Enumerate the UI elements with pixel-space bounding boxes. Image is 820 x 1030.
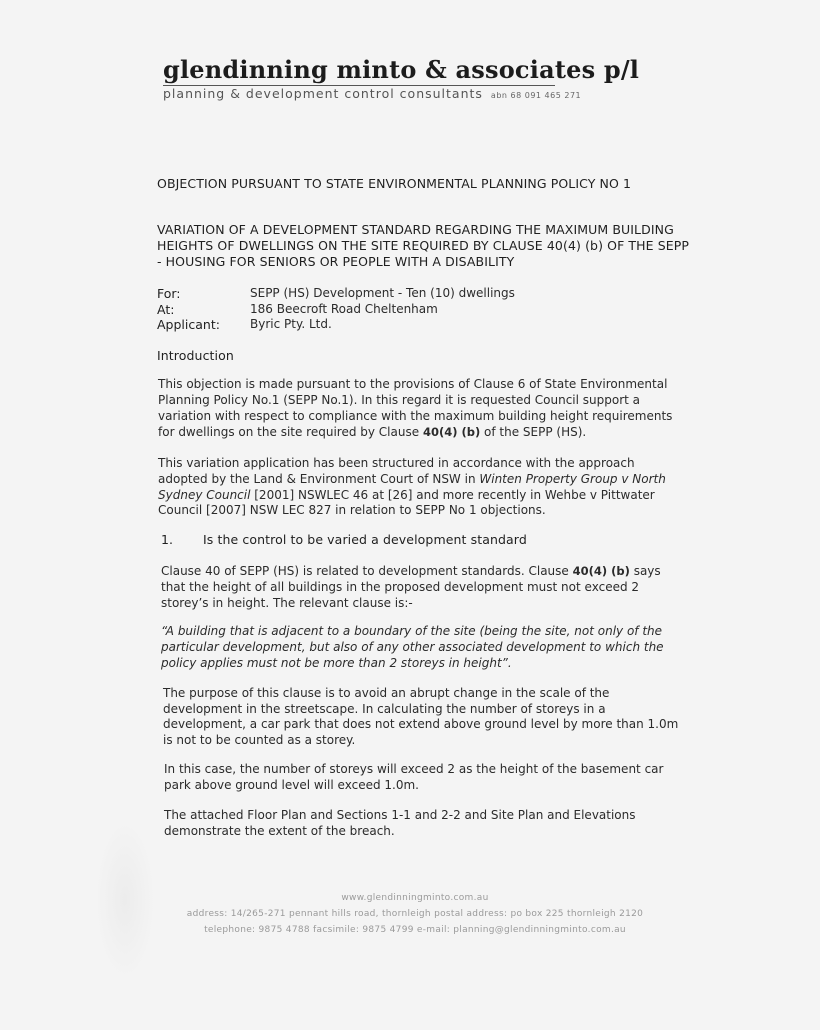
- subtitle-line-3: - HOUSING FOR SENIORS OR PEOPLE WITH A DISABILITY: [157, 254, 515, 269]
- footer-contact: telephone: 9875 4788 facsimile: 9875 4799 e-mail: planning@glendinningminto.com.au: [204, 925, 626, 935]
- text-span: adopted by the Land & Environment Court of NSW in: [158, 472, 480, 486]
- section1-para2-line: The purpose of this clause is to avoid an abrupt change in the scale of the: [163, 686, 610, 700]
- section1-para3-line: In this case, the number of storeys will exceed 2 as the height of the basement car: [164, 762, 664, 776]
- subtitle-line-2: HEIGHTS OF DWELLINGS ON THE SITE REQUIRED BY CLAUSE 40(4) (b) OF THE SEPP: [157, 238, 690, 253]
- quote-line: “A building that is adjacent to a boundary of the site (being the site, not only of the: [161, 624, 663, 638]
- intro-para2-line: [158, 488, 655, 504]
- intro-para1-line: variation with respect to compliance with the maximum building height requirements: [158, 409, 673, 423]
- case-name: Sydney Council: [158, 488, 251, 502]
- detail-value: Byric Pty. Ltd.: [250, 317, 332, 332]
- quote-line: particular development, but also of any other associated development to which the: [161, 640, 664, 654]
- details-table: [157, 286, 515, 333]
- clause-ref: 40(4) (b): [422, 425, 481, 439]
- letterhead: [163, 55, 640, 101]
- text-span: for dwellings on the site required by Clause: [158, 425, 423, 439]
- detail-label: For:: [157, 286, 181, 301]
- intro-para2-line: [158, 472, 666, 488]
- detail-value: SEPP (HS) Development - Ten (10) dwellings: [250, 286, 515, 300]
- section1-para1-line: that the height of all buildings in the proposed development must not exceed 2: [161, 580, 640, 594]
- quote-line: policy applies must not be more than 2 storeys in height”.: [161, 656, 512, 670]
- document-title: OBJECTION PURSUANT TO STATE ENVIRONMENTAL PLANNING POLICY NO 1: [157, 176, 632, 191]
- text-span: of the SEPP (HS).: [480, 425, 587, 439]
- section-title: Is the control to be varied a development standard: [203, 532, 527, 547]
- detail-label: At:: [157, 301, 175, 317]
- footer-address: address: 14/265-271 pennant hills road, thornleigh postal address: po box 225 thornleigh 2120: [186, 909, 644, 919]
- detail-row-applicant: [157, 317, 515, 333]
- case-name: Winten Property Group v North: [479, 472, 666, 486]
- text-span: says: [629, 564, 661, 578]
- subtitle-line-1: VARIATION OF A DEVELOPMENT STANDARD REGARDING THE MAXIMUM BUILDING: [157, 222, 674, 237]
- section1-para4-line: The attached Floor Plan and Sections 1-1 and 2-2 and Site Plan and Elevations: [164, 808, 636, 822]
- text-span: Clause 40 of SEPP (HS) is related to development standards. Clause: [161, 564, 573, 578]
- company-tagline: [163, 86, 581, 101]
- intro-para2-line: Council [2007] NSW LEC 827 in relation to SEPP No 1 objections.: [158, 503, 546, 517]
- detail-label: Applicant:: [157, 317, 220, 333]
- intro-para1-line: [158, 425, 586, 441]
- intro-para1-line: Planning Policy No.1 (SEPP No.1). In this regard it is requested Council support a: [158, 393, 641, 407]
- detail-row-for: [157, 286, 515, 302]
- company-name: glendinning minto & associates p/l: [163, 55, 640, 84]
- clause-ref: 40(4) (b): [572, 564, 630, 578]
- section1-para2-line: development, a car park that does not extend above ground level by more than 1.0m: [163, 717, 679, 731]
- section-1-heading: [161, 532, 527, 548]
- intro-para2-line: This variation application has been structured in accordance with the approach: [158, 456, 635, 470]
- section1-para2-line: is not to be counted as a storey.: [163, 733, 356, 747]
- section1-para1-line: [161, 564, 661, 580]
- section1-para3-line: park above ground level will exceed 1.0m.: [164, 778, 419, 792]
- section-number: 1.: [161, 532, 174, 547]
- detail-row-at: [157, 302, 515, 318]
- section1-para1-line: storey’s in height. The relevant clause is:-: [161, 596, 413, 610]
- footer-website: www.glendinningminto.com.au: [341, 893, 489, 903]
- intro-para1-line: This objection is made pursuant to the provisions of Clause 6 of State Environmental: [158, 377, 668, 391]
- introduction-heading: Introduction: [157, 348, 234, 363]
- tagline-text: planning & development control consultants: [163, 86, 483, 101]
- section1-para2-line: development in the streetscape. In calculating the number of storeys in a: [163, 702, 606, 716]
- text-span: [2001] NSWLEC 46 at [26] and more recently in Wehbe v Pittwater: [250, 488, 655, 502]
- detail-value: 186 Beecroft Road Cheltenham: [250, 301, 438, 316]
- abn-number: abn 68 091 465 271: [490, 91, 582, 100]
- section1-para4-line: demonstrate the extent of the breach.: [164, 824, 395, 838]
